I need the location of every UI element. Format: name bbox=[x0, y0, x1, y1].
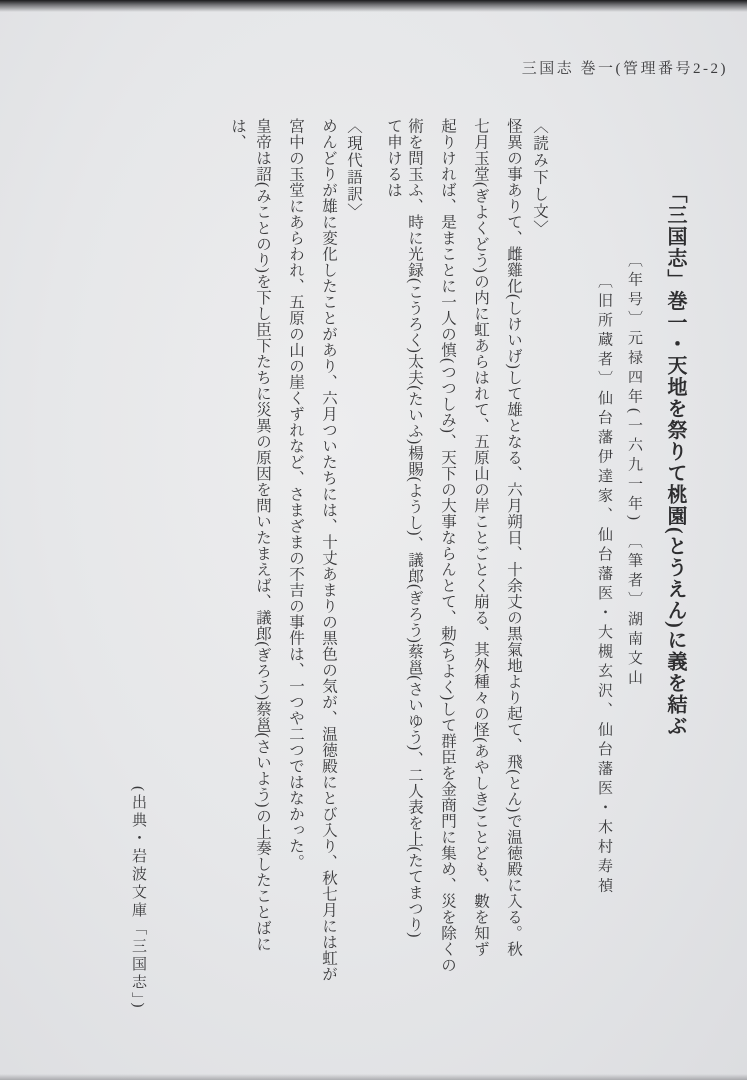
metadata-era-author: 〔年号〕元禄四年(一六九一年) 〔筆者〕湖南文山 bbox=[626, 252, 642, 689]
source-citation: (出典・岩波文庫「三国志」) bbox=[130, 786, 146, 1011]
gendaigoyaku-column: は、 bbox=[229, 118, 246, 150]
yomikudashi-column: 起りければ、是まことに一人の慎(つつしみ)、天下の大事ならんとて、勅(ちよく)して群臣を金商門に集め、災を除くの bbox=[439, 118, 456, 973]
section-heading-yomikudashi: 〈読み下し文〉 bbox=[531, 118, 548, 237]
yomikudashi-column: 七月玉堂(ぎよくどう)の内に虹あらはれて、五原山の岸ことごとく崩る、其外種々の怪(あやしき)ことども、數を知ず bbox=[472, 118, 489, 957]
document-title: 「三国志」巻一・天地を祭りて桃園(とうえん)に義を結ぶ bbox=[664, 183, 686, 737]
gendaigoyaku-column: 皇帝は詔(みことのり)を下し臣下たちに災異の原因を問いたまえば、議郎(ぎろう)蔡邕(さいよう)の上奏したことばに bbox=[254, 118, 271, 952]
document-header: 三国志 巻一(管理番号2-2) bbox=[521, 61, 728, 77]
metadata-former-owner: 〔旧所蔵者〕仙台藩伊達家、仙台藩医・大槻玄沢、仙台藩医・木村寿禎 bbox=[596, 273, 612, 897]
yomikudashi-column: 怪異の事ありて、雌雞化(しけいげ)して雄となる、六月朔日、十余丈の黒氣地より起て、飛(とん)で温徳殿に入る。秋 bbox=[505, 118, 522, 957]
vertical-text-area bbox=[121, 118, 691, 1058]
gendaigoyaku-column: めんどりが雄に変化したことがあり、六月ついたちには、十丈あまりの黒色の気が、温徳殿にとび入り、秋七月には虹が bbox=[320, 118, 337, 982]
yomikudashi-column: 術を問玉ふ、時に光録(こうろく)太夫(たいふ)楊賜(ようし)、議郎(ぎろう)蔡邕(さいゆう)、二人表を上(たてまつり) bbox=[406, 118, 423, 938]
section-heading-gendaigoyaku: 〈現代語訳〉 bbox=[345, 118, 362, 220]
scan-edge-top bbox=[0, 0, 747, 12]
scan-edge-bottom bbox=[0, 1074, 747, 1080]
yomikudashi-column: て申けるは bbox=[385, 118, 402, 198]
gendaigoyaku-column: 宮中の玉堂にあらわれ、五原の山の崖くずれなど、さまざまの不吉の事件は、一つや二つではなかった。 bbox=[287, 118, 304, 870]
